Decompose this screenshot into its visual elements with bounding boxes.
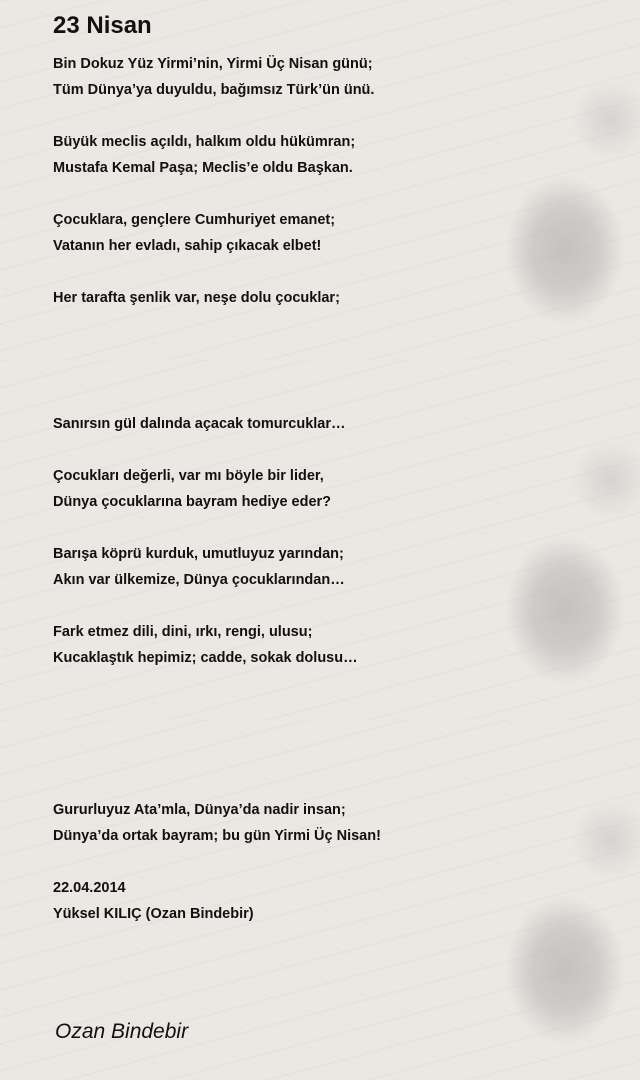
poem-line: Çocuklara, gençlere Cumhuriyet emanet;: [53, 212, 336, 228]
poem-line: Tüm Dünya’ya duyuldu, bağımsız Türk’ün ünü.: [53, 82, 375, 98]
poem-line: Sanırsın gül dalında açacak tomurcuklar…: [53, 416, 346, 432]
poem-line: Fark etmez dili, dini, ırkı, rengi, ulusu;: [53, 624, 313, 640]
poem-date: 22.04.2014: [53, 880, 126, 896]
author-signature: Ozan Bindebir: [55, 1020, 189, 1043]
poem-line: Barışa köprü kurduk, umutluyuz yarından;: [53, 546, 344, 562]
poem-line: Vatanın her evladı, sahip çıkacak elbet!: [53, 238, 322, 254]
poem-author: Yüksel KILIÇ (Ozan Bindebir): [53, 906, 254, 922]
poem-line: Akın var ülkemize, Dünya çocuklarından…: [53, 572, 345, 588]
poem-line: Her tarafta şenlik var, neşe dolu çocuklar;: [53, 290, 340, 306]
poem-line: Gururluyuz Ata’mla, Dünya’da nadir insan;: [53, 802, 346, 818]
poem-line: Kucaklaştık hepimiz; cadde, sokak dolusu…: [53, 650, 358, 666]
poem-title: 23 Nisan: [53, 12, 152, 39]
poem-line: Çocukları değerli, var mı böyle bir lider,: [53, 468, 324, 484]
poem-line: Dünya’da ortak bayram; bu gün Yirmi Üç Nisan!: [53, 828, 381, 844]
poem-line: Büyük meclis açıldı, halkım oldu hükümran;: [53, 134, 356, 150]
poem-line: Mustafa Kemal Paşa; Meclis’e oldu Başkan.: [53, 160, 353, 176]
poem-line: Bin Dokuz Yüz Yirmi’nin, Yirmi Üç Nisan günü;: [53, 56, 373, 72]
poem-line: Dünya çocuklarına bayram hediye eder?: [53, 494, 332, 510]
